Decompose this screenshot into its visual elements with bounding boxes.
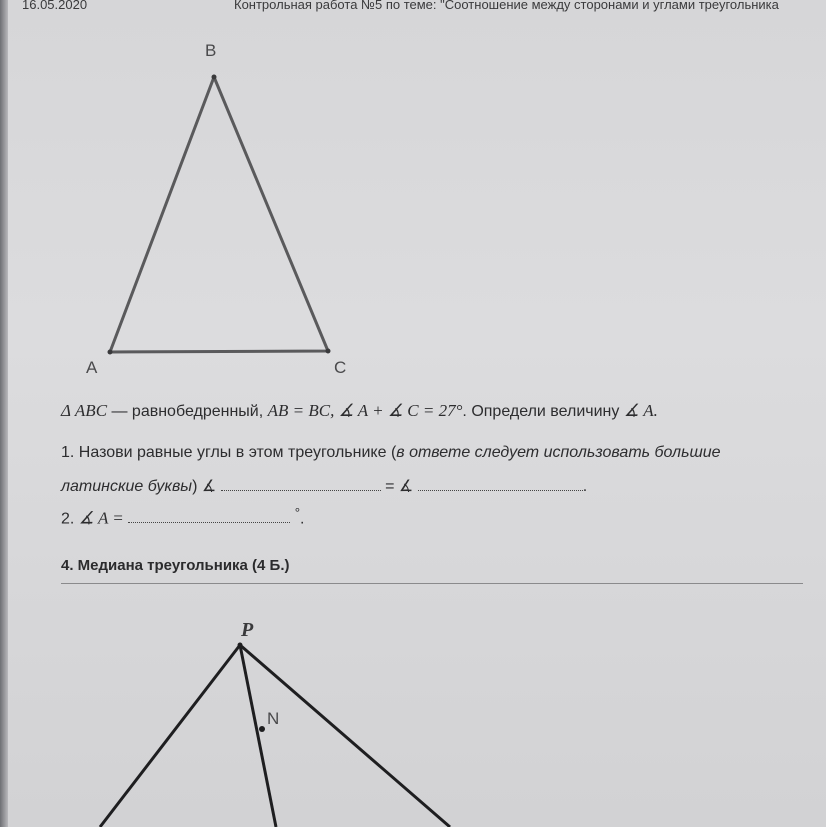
header-title: Контрольная работа №5 по теме: "Соотношение между сторонами и углами треугольника <box>234 0 779 12</box>
vertex-c-label: C <box>334 358 347 377</box>
vertex-a-label: A <box>86 358 98 377</box>
point-n-label: N <box>267 709 280 728</box>
q1-start: 1. Назови равные углы в этом треугольнике ( <box>61 444 397 461</box>
q2-end: . <box>300 510 305 528</box>
header-date: 16.05.2020 <box>22 0 88 12</box>
vertex-b-label: B <box>205 41 217 60</box>
statement-math: AB = BC, ∡ A + ∡ C = 27° <box>267 401 463 420</box>
q1-end: . <box>582 478 588 495</box>
q2-math: ∡ A = <box>78 508 124 528</box>
statement-suffix: . Определи величину <box>462 403 624 420</box>
statement-target: ∡ A. <box>623 401 658 420</box>
triangle-abc <box>86 41 346 377</box>
vertex-c-point <box>326 349 331 354</box>
q1-italic-2: латинские буквы <box>61 478 193 495</box>
answer-blank-angle-1[interactable] <box>221 488 381 491</box>
question-2 <box>61 505 304 528</box>
answer-blank-angle-a[interactable] <box>128 520 290 523</box>
point-n <box>259 726 265 732</box>
q1-angle-symbol: ) ∡ <box>192 478 217 495</box>
question-1-line-2 <box>61 476 587 496</box>
section-divider <box>61 583 803 584</box>
q1-italic-1: в ответе следует использовать большие <box>396 444 721 461</box>
section-4-title: 4. Медиана треугольника (4 Б.) <box>61 557 290 574</box>
question-1-line-1 <box>61 444 721 462</box>
side-p-left <box>100 645 240 827</box>
answer-blank-angle-2[interactable] <box>418 488 583 491</box>
triangle-symbol-text: Δ ABC <box>61 401 108 420</box>
vertex-p-label: P <box>241 619 254 641</box>
problem-statement <box>61 401 658 421</box>
q1-equals: = ∡ <box>385 478 414 495</box>
triangle-abc-outline <box>110 77 328 352</box>
degree-symbol: ° <box>294 505 301 520</box>
statement-mid: — равнобедренный, <box>107 403 268 420</box>
vertex-b-point <box>212 75 217 80</box>
q2-label: 2. <box>61 510 79 528</box>
triangle-p-median <box>100 619 450 827</box>
vertex-a-point <box>108 350 113 355</box>
vertex-p-point <box>238 643 243 648</box>
